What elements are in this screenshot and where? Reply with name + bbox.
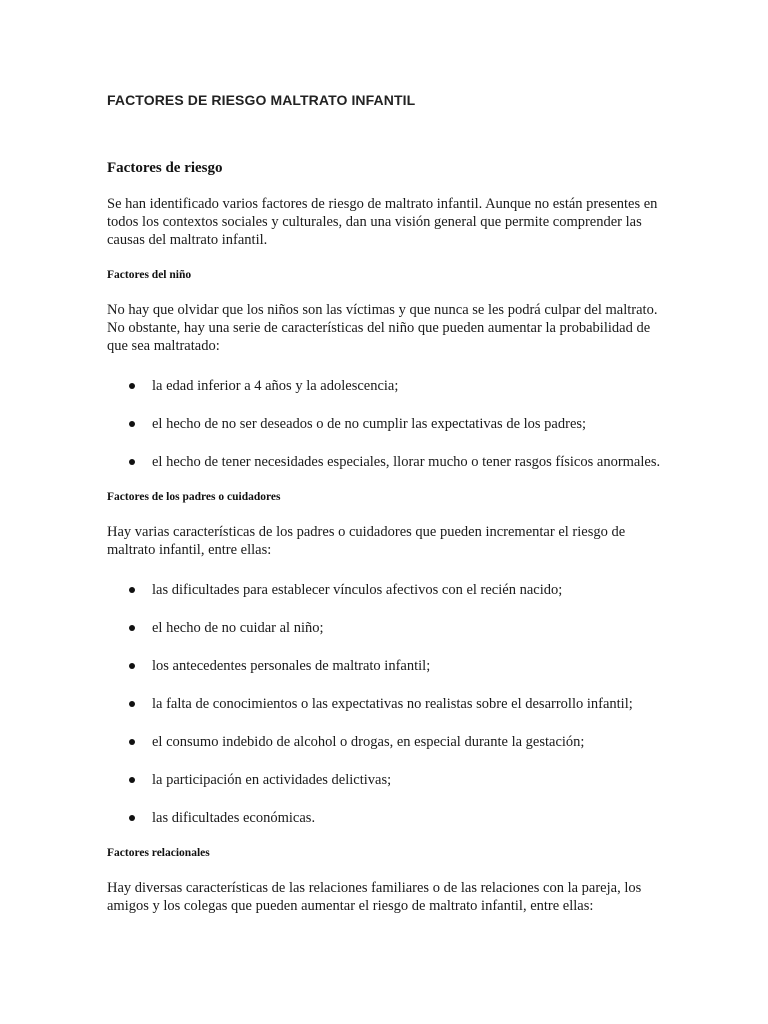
- list-item: [107, 695, 667, 714]
- parent-factors-list: [107, 581, 667, 828]
- list-item-text: el hecho de tener necesidades especiales, llorar mucho o tener rasgos físicos anormales.: [152, 454, 661, 470]
- list-item-text: el hecho de no cuidar al niño;: [152, 620, 324, 636]
- list-item-text: las dificultades económicas.: [152, 810, 316, 826]
- list-item: [107, 657, 667, 676]
- list-item: [107, 415, 667, 434]
- list-item: [107, 377, 667, 396]
- list-item: [107, 809, 667, 828]
- list-item-text: las dificultades para establecer vínculos afectivos con el recién nacido;: [152, 582, 563, 598]
- bullet-icon: [129, 383, 135, 389]
- list-item-text: la edad inferior a 4 años y la adolescencia;: [152, 378, 399, 394]
- bullet-icon: [129, 777, 135, 783]
- list-item: [107, 619, 667, 638]
- parent-factors-paragraph: Hay varias características de los padres o cuidadores que pueden incrementar el riesgo de maltrato infantil, entre ellas:: [107, 524, 626, 558]
- bullet-icon: [129, 701, 135, 707]
- section-heading-factores-de-riesgo: Factores de riesgo: [107, 160, 223, 176]
- document-body: [107, 160, 667, 937]
- bullet-icon: [129, 421, 135, 427]
- list-item-text: el hecho de no ser deseados o de no cumplir las expectativas de los padres;: [152, 416, 587, 432]
- subheading-relational-factors: Factores relacionales: [107, 847, 210, 859]
- relational-factors-paragraph: Hay diversas características de las relaciones familiares o de las relaciones con la pareja, los amigos y los colegas que pueden aumentar el riesgo de maltrato infantil, entre ellas:: [107, 880, 642, 914]
- list-item-text: el consumo indebido de alcohol o drogas, en especial durante la gestación;: [152, 734, 585, 750]
- bullet-icon: [129, 587, 135, 593]
- list-item: [107, 581, 667, 600]
- list-item: [107, 771, 667, 790]
- child-factors-paragraph: No hay que olvidar que los niños son las víctimas y que nunca se les podrá culpar del maltrato. No obstante, hay una serie de características del niño que pueden aumentar la probabilidad de que sea maltratado:: [107, 302, 658, 354]
- child-factors-list: [107, 377, 667, 472]
- list-item-text: los antecedentes personales de maltrato infantil;: [152, 658, 431, 674]
- document-title: FACTORES DE RIESGO MALTRATO INFANTIL: [107, 92, 416, 108]
- intro-paragraph: Se han identificado varios factores de riesgo de maltrato infantil. Aunque no están presentes en todos los contextos sociales y culturales, dan una visión general que permite comprender las causas del maltrato infantil.: [107, 196, 658, 248]
- subheading-parent-factors: Factores de los padres o cuidadores: [107, 491, 281, 503]
- bullet-icon: [129, 815, 135, 821]
- bullet-icon: [129, 459, 135, 465]
- bullet-icon: [129, 663, 135, 669]
- list-item-text: la falta de conocimientos o las expectativas no realistas sobre el desarrollo infantil;: [152, 696, 633, 712]
- bullet-icon: [129, 625, 135, 631]
- list-item: [107, 733, 667, 752]
- bullet-icon: [129, 739, 135, 745]
- list-item-text: la participación en actividades delictivas;: [152, 772, 392, 788]
- subheading-child-factors: Factores del niño: [107, 269, 192, 281]
- list-item: [107, 453, 667, 472]
